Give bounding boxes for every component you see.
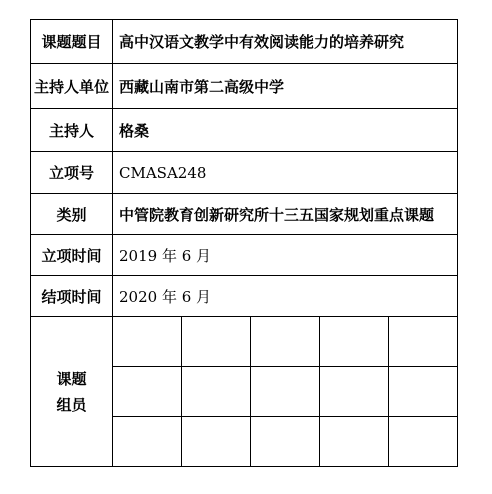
project-number-label: 立项号 [31,152,113,194]
completion-date-value: 2020 年 6 月 [113,276,458,317]
member-cell [389,367,458,417]
members-label [31,317,113,467]
member-cell [182,417,251,467]
member-cell [320,317,389,367]
project-info-table [30,19,458,467]
member-cell [113,317,182,367]
project-number-value: CMASA248 [113,152,458,194]
host-unit-value: 西藏山南市第二高级中学 [113,64,458,109]
project-title-label: 课题题目 [31,20,113,64]
member-cell [320,417,389,467]
member-cell [320,367,389,417]
category-label: 类别 [31,194,113,235]
member-cell [251,317,320,367]
completion-date-label: 结项时间 [31,276,113,317]
member-cell [389,417,458,467]
host-label: 主持人 [31,109,113,152]
member-cell [389,317,458,367]
members-label-line1: 课题 [56,369,87,388]
member-cell [251,367,320,417]
category-value: 中管院教育创新研究所十三五国家规划重点课题 [113,194,458,235]
member-cell [251,417,320,467]
approval-date-label: 立项时间 [31,235,113,276]
approval-date-value: 2019 年 6 月 [113,235,458,276]
host-unit-label: 主持人单位 [31,64,113,109]
member-cell [182,367,251,417]
host-value: 格桑 [113,109,458,152]
member-cell [113,367,182,417]
member-cell [113,417,182,467]
project-title-value: 高中汉语文教学中有效阅读能力的培养研究 [113,20,458,64]
members-label-line2: 组员 [56,395,87,414]
member-cell [182,317,251,367]
